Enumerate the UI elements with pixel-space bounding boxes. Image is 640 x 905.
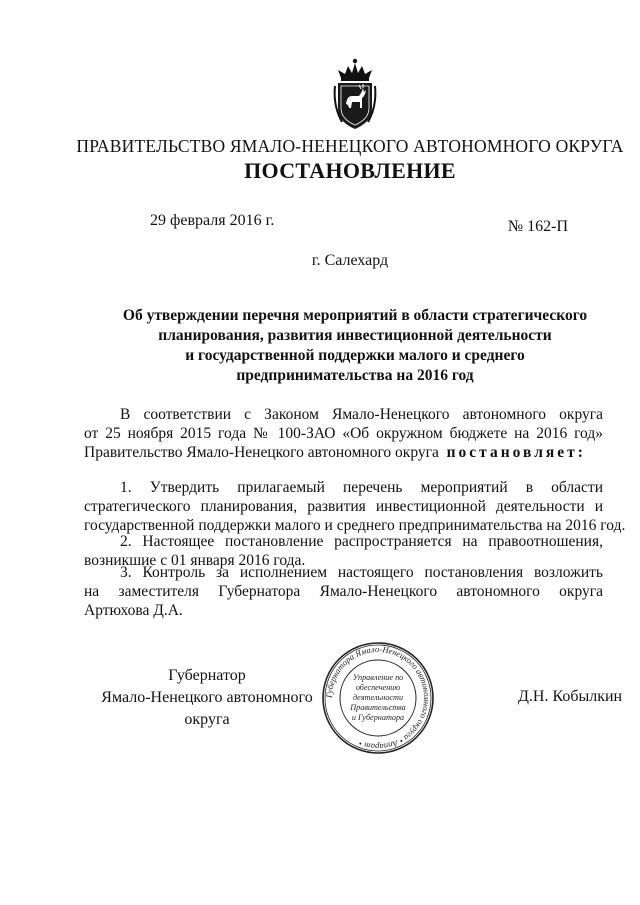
subject-line: предпринимательства на 2016 год: [236, 367, 474, 384]
preamble-line: [84, 443, 603, 462]
decree-word: постановляет:: [446, 444, 586, 461]
official-stamp: [320, 640, 436, 756]
document-date: 29 февраля 2016 г.: [150, 212, 275, 229]
preamble-line-text: Правительство Ямало-Ненецкого автономного округа: [84, 444, 439, 461]
coat-of-arms-icon: [332, 56, 378, 132]
item-paragraph-3: [84, 563, 603, 620]
stamp-ring-text: Губернатора Ямало-Ненецкого автономного округа • Аппарат •: [323, 643, 433, 753]
subject-line: Об утверждении перечня мероприятий в области стратегического: [122, 307, 588, 324]
item-line: Артюхова Д.А.: [84, 602, 183, 619]
preamble-paragraph: [84, 405, 603, 462]
stamp-center-line: Управление по: [352, 673, 404, 682]
item-line: 2. Настоящее постановление распространяется на правоотношения,: [120, 533, 603, 550]
signer-title-line: Ямало-Ненецкого автономного округа: [101, 689, 313, 728]
stamp-center-line: обеспечению: [355, 683, 401, 692]
signer-title-line: Губернатор: [168, 667, 246, 684]
document-subject: [110, 306, 600, 386]
stamp-center-line: деятельности: [352, 693, 404, 702]
item-line: 1. Утвердить прилагаемый перечень мероприятий в области: [120, 479, 603, 496]
government-title: ПРАВИТЕЛЬСТВО ЯМАЛО-НЕНЕЦКОГО АВТОНОМНОГО ОКРУГА: [76, 136, 624, 156]
stamp-center-line: Правительства: [350, 703, 406, 712]
item-paragraph-1: [84, 478, 626, 535]
document-number: № 162-П: [507, 218, 568, 235]
stamp-center-line: и Губернатора: [351, 713, 405, 722]
subject-line: и государственной поддержки малого и среднего: [185, 347, 525, 364]
signer-name: Д.Н. Кобылкин: [518, 688, 623, 705]
item-line: на заместителя Губернатора Ямало-Ненецкого автономного округа: [84, 583, 603, 600]
subject-line: планирования, развития инвестиционной деятельности: [158, 327, 552, 344]
item-line: возникшие с 01 января 2016 года.: [84, 552, 306, 569]
document-type: ПОСТАНОВЛЕНИЕ: [244, 158, 456, 183]
preamble-line: В соответствии с Законом Ямало-Ненецкого автономного округа: [120, 406, 603, 423]
item-line: 3. Контроль за исполнением настоящего постановления возложить: [120, 564, 603, 581]
item-line: государственной поддержки малого и среднего предпринимательства на 2016 год.: [84, 517, 626, 534]
document-city: г. Салехард: [311, 252, 389, 269]
preamble-line: от 25 ноября 2015 года № 100-ЗАО «Об окружном бюджете на 2016 год»: [84, 425, 603, 442]
item-line: стратегического планирования, развития инвестиционной деятельности и: [84, 498, 603, 515]
signer-title: [82, 665, 332, 731]
